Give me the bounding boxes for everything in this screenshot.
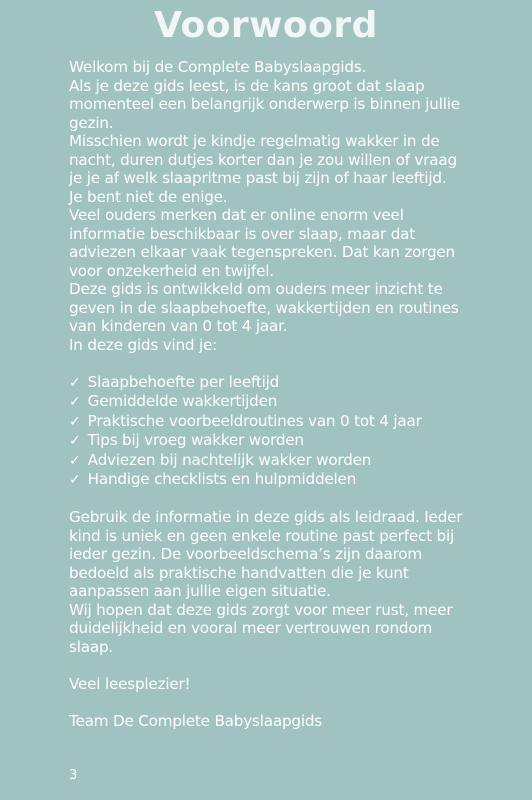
spacer [69,693,469,712]
checklist-item-label: Slaapbehoefte per leeftijd [87,372,280,391]
signature: Team De Complete Babyslaapgids [69,711,323,730]
checklist-item [69,412,469,432]
intro-paragraph: Misschien wordt je kindje regelmatig wakker in de nacht, duren dutjes korter dan je zou willen of vraag je je af welk slaapritme past bij zijn of haar leeftijd. [69,132,457,187]
page-content [69,58,469,730]
checklist-item-label: Adviezen bij nachtelijk wakker worden [87,450,372,469]
intro-paragraph: Als je deze gids leest, is de kans groot dat slaap momenteel een belangrijk onderwerp is binnen jullie gezin. [69,76,460,132]
spacer [69,354,469,373]
checkmark-icon: ✓ [69,394,81,410]
intro-paragraph: Veel ouders merken dat er online enorm veel informatie beschikbaar is over slaap, maar dat adviezen elkaar vaak tegenspreken. Dat kan zorgen voor onzekerheid en twijfel. [69,206,455,280]
checklist-item-label: Tips bij vroeg wakker worden [87,431,304,449]
closing-paragraph: Wij hopen dat deze gids zorgt voor meer rust, meer duidelijkheid en vooral meer vertrouwen rondom slaap. [69,600,453,656]
checklist-heading: In deze gids vind je: [69,335,218,354]
checklist-item [69,431,469,451]
checklist-item [69,373,469,393]
closing-paragraph: Gebruik de informatie in deze gids als leidraad. Ieder kind is uniek en geen enkele routine past perfect bij ieder gezin. De voorbeeldschema’s zijn daarom bedoeld als praktische handvatten die je kunt aanpassen aan jullie eigen situatie. [69,508,463,600]
checklist-item [69,392,469,412]
intro-paragraph: Je bent niet de enige. [69,187,228,206]
checkmark-icon: ✓ [69,472,81,488]
checklist-item-label: Praktische voorbeeldroutines van 0 tot 4 jaar [87,411,422,430]
page-number: 3 [69,768,78,783]
checkmark-icon: ✓ [69,374,81,391]
intro-paragraph: Deze gids is ontwikkeld om ouders meer inzicht te geven in de slaapbehoefte, wakkertijden en routines van kinderen van 0 tot 4 jaar. [69,280,459,335]
greeting: Veel leesplezier! [69,674,191,693]
spacer [69,656,469,675]
checklist-item-label: Gemiddelde wakkertijden [87,392,278,410]
page-title: Voorwoord [154,5,378,46]
spacer [69,490,469,509]
checkmark-icon: ✓ [69,452,81,469]
checklist-item [69,451,469,471]
checkmark-icon: ✓ [69,413,81,430]
checklist-item-label: Handige checklists en hulpmiddelen [87,470,357,488]
checklist-item [69,470,469,490]
checkmark-icon: ✓ [69,433,81,449]
intro-paragraph: Welkom bij de Complete Babyslaapgids. [69,58,367,76]
checklist [69,373,469,490]
